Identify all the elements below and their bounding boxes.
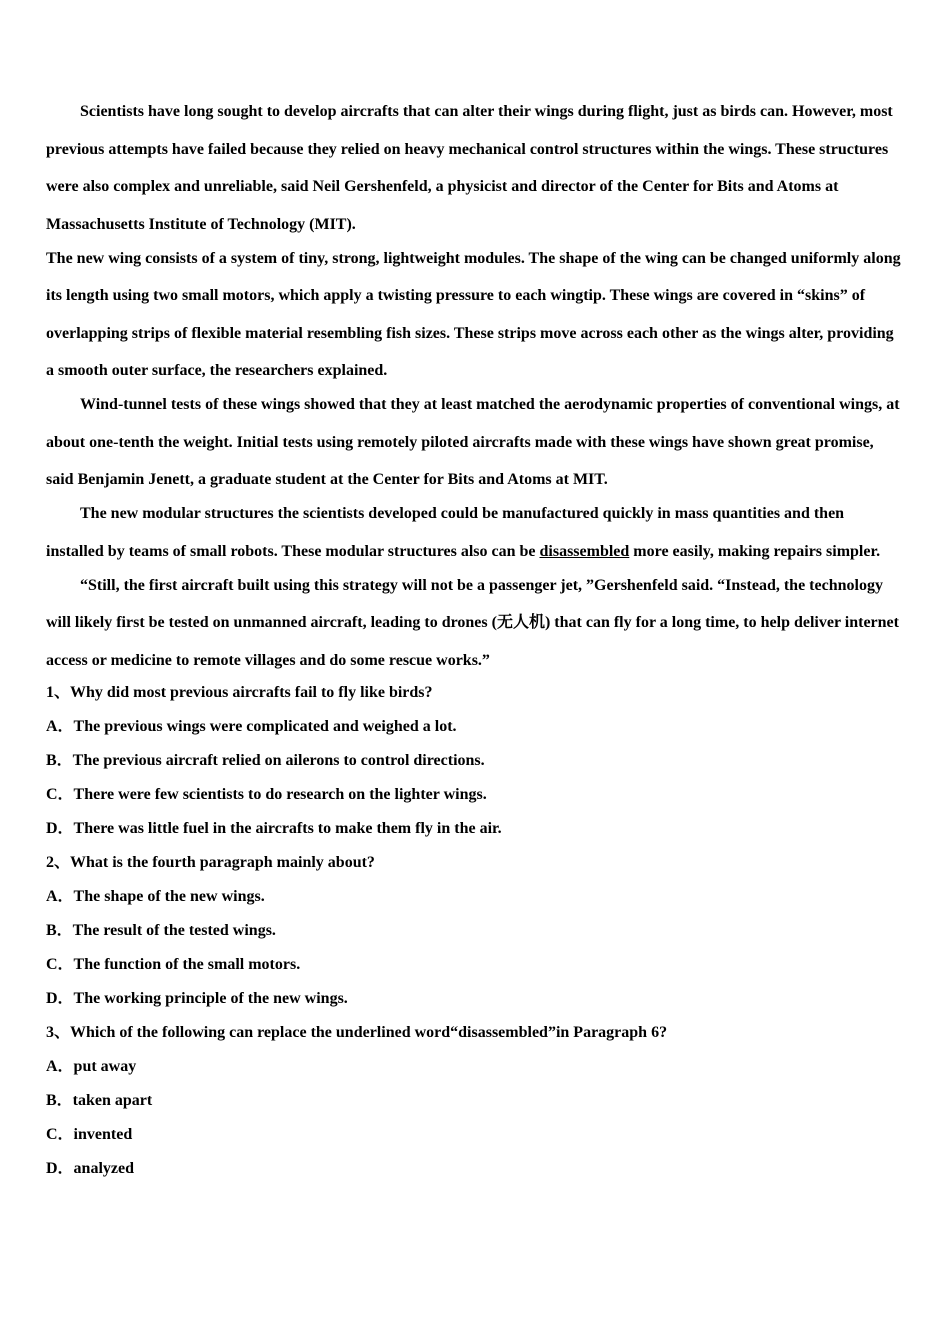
question-2 (46, 846, 904, 1016)
answer-option: C．The function of the small motors. (46, 956, 301, 973)
reading-passage (46, 93, 904, 679)
paragraph-4-text-start: The new modular structures the scientists developed could be manufactured quickly in mass quantities and then installed by teams of small robots. These modular structures also can be (46, 505, 845, 560)
question-3 (46, 1016, 904, 1186)
answer-option: D．There was little fuel in the aircrafts to make them fly in the air. (46, 820, 502, 837)
passage-paragraph-4 (46, 495, 904, 570)
question-section (46, 676, 904, 1186)
question-stem: 2、What is the fourth paragraph mainly about? (46, 854, 375, 871)
passage-paragraph-1: Scientists have long sought to develop aircrafts that can alter their wings during flight, just as birds can. However, most previous attempts have failed because they relied on heavy mechanical control structures within the wings. These structures were also complex and unreliable, said Neil Gershenfeld, a physicist and director of the Center for Bits and Atoms at Massachusetts Institute of Technology (MIT). (46, 103, 893, 233)
paragraph-4-text-end: more easily, making repairs simpler. (629, 542, 881, 560)
answer-option: D．The working principle of the new wings. (46, 990, 348, 1007)
answer-option: A．The previous wings were complicated and weighed a lot. (46, 718, 457, 735)
answer-option: D．analyzed (46, 1160, 135, 1177)
passage-paragraph-5: “Still, the first aircraft built using this strategy will not be a passenger jet, ”Gershenfeld said. “Instead, the technology will likely first be tested on unmanned aircraft, leading to drones (无人机) that can fly for a long time, to help deliver internet access or medicine to remote villages and do some rescue works.” (46, 576, 899, 669)
question-stem: 1、Why did most previous aircrafts fail to fly like birds? (46, 684, 433, 701)
answer-option: B．taken apart (46, 1092, 153, 1109)
passage-paragraph-2: The new wing consists of a system of tiny, strong, lightweight modules. The shape of the wing can be changed uniformly along its length using two small motors, which apply a twisting pressure to each wingtip. These wings are covered in “skins” of overlapping strips of flexible material resembling fish sizes. These strips move across each other as the wings alter, providing a smooth outer surface, the researchers explained. (46, 249, 901, 379)
answer-option: C．invented (46, 1126, 133, 1143)
answer-option: B．The previous aircraft relied on ailerons to control directions. (46, 752, 485, 769)
underlined-word: disassembled (539, 542, 630, 560)
document-page (46, 93, 904, 1186)
answer-option: B．The result of the tested wings. (46, 922, 276, 939)
question-1 (46, 676, 904, 846)
question-stem: 3、Which of the following can replace the underlined word“disassembled”in Paragraph 6? (46, 1024, 668, 1041)
answer-option: C．There were few scientists to do research on the lighter wings. (46, 786, 487, 803)
passage-paragraph-3: Wind-tunnel tests of these wings showed that they at least matched the aerodynamic properties of conventional wings, at about one-tenth the weight. Initial tests using remotely piloted aircrafts made with these wings have shown great promise, said Benjamin Jenett, a graduate student at the Center for Bits and Atoms at MIT. (46, 396, 900, 488)
answer-option: A．The shape of the new wings. (46, 888, 265, 905)
answer-option: A．put away (46, 1058, 137, 1075)
